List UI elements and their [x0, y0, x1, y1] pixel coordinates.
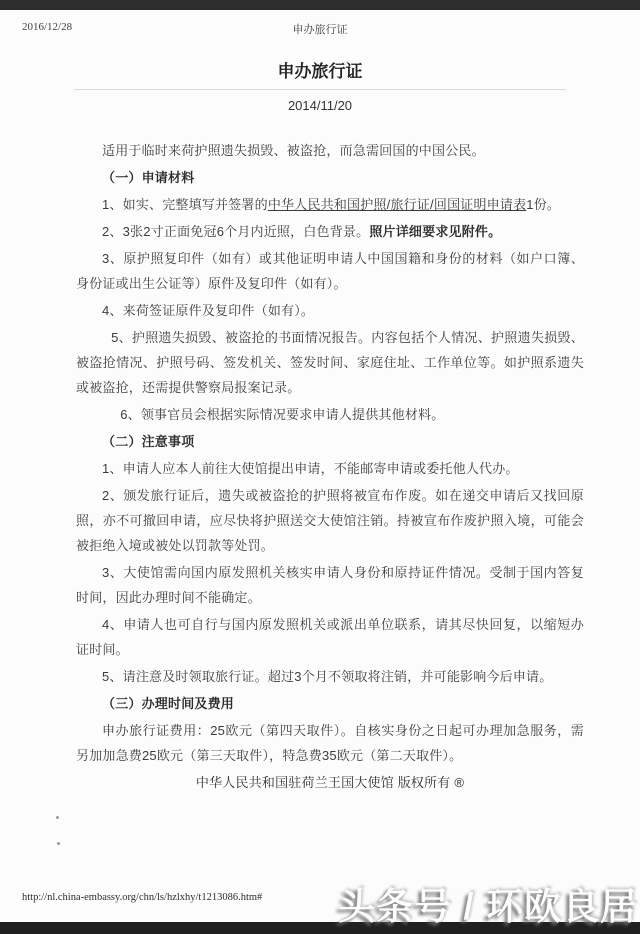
print-header-date: 2016/12/28	[22, 21, 73, 33]
section1-item5: 5、护照遗失损毁、被盗抢的书面情况报告。内容包括个人情况、护照遗失损毁、被盗抢情况、护照号码、签发机关、签发时间、家庭住址、工作单位等。如护照系遗失或被盗抢，还需提供警察局报案记录。	[76, 330, 584, 395]
print-footer-url: http://nl.china-embassy.org/chn/ls/hzlxhy/t1213086.htm#	[22, 892, 263, 903]
print-header-title: 申办旅行证	[292, 24, 348, 36]
section2-item2: 2、颁发旅行证后，遗失或被盗抢的护照将被宣布作废。如在递交申请后又找回原照，亦不可撤回申请，应尽快将护照送交大使馆注销。持被宣布作废护照入境，可能会被拒绝入境或被处以罚款等处罚。	[76, 488, 584, 553]
section1-item2	[76, 219, 584, 244]
page-title: 申办旅行证	[277, 62, 363, 81]
section1-item1-pre: 1、如实、完整填写并签署的	[102, 197, 268, 212]
section3-fees: 申办旅行证费用：25欧元（第四天取件）。自核实身份之日起可办理加急服务，需另加加急费25欧元（第三天取件），特急费35欧元（第二天取件）。	[76, 723, 584, 763]
section1-item2-pre: 2、3张2寸正面免冠6个月内近照，白色背景。	[102, 224, 370, 239]
section1-item1-post: 1份。	[526, 197, 561, 212]
section2-item1: 1、申请人应本人前往大使馆提出申请，不能邮寄申请或委托他人代办。	[102, 461, 519, 476]
document-body	[76, 138, 584, 795]
top-border-bar	[0, 0, 640, 10]
application-form-link[interactable]: 中华人民共和国护照/旅行证/回国证明申请表	[267, 197, 527, 212]
list-bullet-artifact	[56, 816, 59, 819]
section1-item6: 6、领事官员会根据实际情况要求申请人提供其他材料。	[120, 407, 445, 422]
section1-item1	[76, 192, 584, 217]
intro-paragraph: 适用于临时来荷护照遗失损毁、被盗抢，而急需回国的中国公民。	[102, 143, 485, 158]
section2-item5: 5、请注意及时领取旅行证。超过3个月不领取将注销，并可能影响今后申请。	[102, 669, 553, 684]
watermark: 头条号 / 环欧良居	[338, 886, 638, 927]
section2-heading: （二）注意事项	[102, 434, 195, 449]
print-header	[0, 21, 640, 35]
section2-item3: 3、大使馆需向国内原发照机关核实申请人身份和原持证件情况。受制于国内答复时间，因此办理时间不能确定。	[76, 565, 584, 605]
section1-item3: 3、原护照复印件（如有）或其他证明申请人中国国籍和身份的材料（如户口簿、身份证或出生公证等）原件及复印件（如有）。	[76, 251, 584, 291]
title-divider	[74, 89, 566, 90]
print-footer	[22, 892, 262, 903]
copyright-line: 中华人民共和国驻荷兰王国大使馆 版权所有 ®	[195, 775, 465, 790]
list-bullet-artifact	[57, 842, 60, 845]
document-date: 2014/11/20	[287, 98, 353, 113]
section1-item2-bold: 照片详细要求见附件。	[369, 224, 502, 239]
section1-item4: 4、来荷签证原件及复印件（如有）。	[102, 303, 315, 318]
section2-item4: 4、申请人也可自行与国内原发照机关或派出单位联系，请其尽快回复，以缩短办证时间。	[76, 617, 584, 657]
section1-heading: （一）申请材料	[102, 170, 195, 185]
section3-heading: （三）办理时间及费用	[102, 696, 235, 711]
